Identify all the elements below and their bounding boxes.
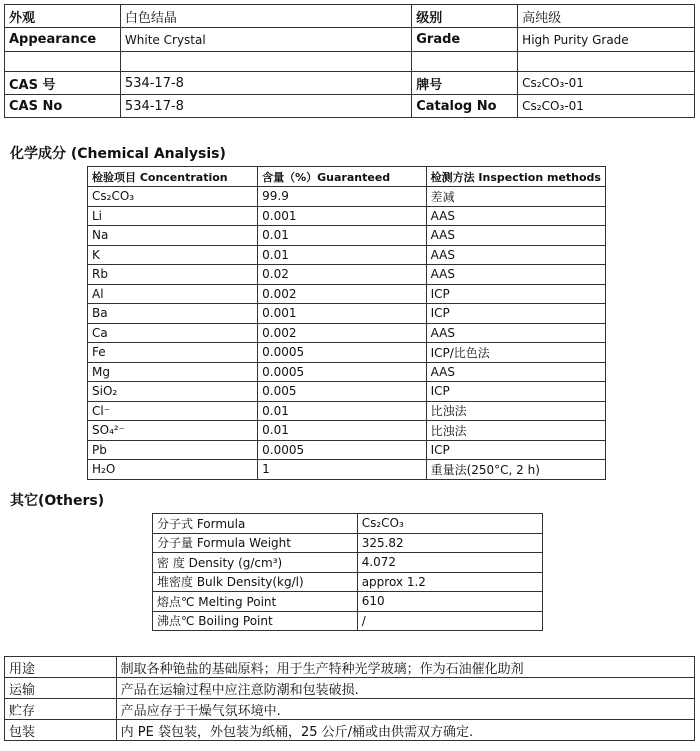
notes-table	[4, 656, 695, 741]
chem-item-cell: Al	[88, 284, 258, 304]
chem-item-cell: Ca	[88, 323, 258, 343]
chem-value-cell: 0.002	[258, 284, 426, 304]
catalog-en-value: Cs₂CO₃-01	[518, 95, 695, 118]
chem-method-cell: 比浊法	[426, 401, 605, 421]
chem-method-cell: AAS	[426, 226, 605, 246]
chem-item-cell: SO₄²⁻	[88, 421, 258, 441]
chem-row	[88, 304, 606, 324]
spacer-cell	[412, 52, 518, 72]
chem-header-guaranteed: 含量（%）Guaranteed	[258, 167, 426, 187]
chem-value-cell: 0.02	[258, 265, 426, 285]
chem-method-cell: AAS	[426, 206, 605, 226]
chem-method-cell: AAS	[426, 265, 605, 285]
chem-method-cell: ICP	[426, 382, 605, 402]
others-value-cell: 325.82	[357, 533, 542, 553]
chem-item-cell: Rb	[88, 265, 258, 285]
chem-table	[87, 166, 606, 480]
chem-header-concentration: 检验项目 Concentration	[88, 167, 258, 187]
appearance-cn-value: 白色结晶	[120, 5, 411, 28]
header-table	[4, 4, 695, 118]
grade-en-label: Grade	[412, 28, 518, 52]
chem-row	[88, 284, 606, 304]
chem-item-cell: Na	[88, 226, 258, 246]
others-row	[153, 553, 543, 573]
others-value-cell: approx 1.2	[357, 572, 542, 592]
chem-method-cell: AAS	[426, 323, 605, 343]
others-label-cell: 分子量 Formula Weight	[153, 533, 358, 553]
chem-row	[88, 245, 606, 265]
chem-item-cell: Mg	[88, 362, 258, 382]
spacer-cell	[518, 52, 695, 72]
chem-item-cell: SiO₂	[88, 382, 258, 402]
others-label-cell: 熔点℃ Melting Point	[153, 592, 358, 612]
chem-item-cell: Ba	[88, 304, 258, 324]
others-label-cell: 密 度 Density (g/cm³)	[153, 553, 358, 573]
chem-value-cell: 0.01	[258, 421, 426, 441]
others-row	[153, 514, 543, 534]
note-label-cell: 运输	[5, 678, 117, 699]
grade-cn-value: 高纯级	[518, 5, 695, 28]
chem-method-cell: ICP	[426, 440, 605, 460]
others-label-cell: 堆密度 Bulk Density(kg/l)	[153, 572, 358, 592]
chem-row	[88, 265, 606, 285]
others-row	[153, 533, 543, 553]
cas-cn-value: 534-17-8	[120, 72, 411, 95]
note-label-cell: 贮存	[5, 699, 117, 720]
chem-method-cell: ICP	[426, 284, 605, 304]
note-text-cell: 制取各种铯盐的基础原料；用于生产特种光学玻璃；作为石油催化助剂	[116, 657, 694, 678]
chem-value-cell: 0.01	[258, 226, 426, 246]
note-row	[5, 678, 695, 699]
note-label-cell: 用途	[5, 657, 117, 678]
chem-row	[88, 362, 606, 382]
chem-row	[88, 421, 606, 441]
chem-value-cell: 0.01	[258, 245, 426, 265]
chem-row	[88, 206, 606, 226]
appearance-en-label: Appearance	[5, 28, 121, 52]
chem-table-body	[88, 187, 606, 480]
chem-value-cell: 1	[258, 460, 426, 480]
others-value-cell: 610	[357, 592, 542, 612]
note-row	[5, 720, 695, 741]
others-table-body	[153, 514, 543, 631]
note-row	[5, 699, 695, 720]
chem-value-cell: 0.0005	[258, 343, 426, 363]
chem-value-cell: 0.002	[258, 323, 426, 343]
others-row	[153, 592, 543, 612]
chem-method-cell: 差减	[426, 187, 605, 207]
others-section-title: 其它(Others)	[10, 493, 105, 509]
others-value-cell: Cs₂CO₃	[357, 514, 542, 534]
spacer-cell	[120, 52, 411, 72]
appearance-en-value: White Crystal	[120, 28, 411, 52]
cas-en-value: 534-17-8	[120, 95, 411, 118]
chem-item-cell: Li	[88, 206, 258, 226]
chem-row	[88, 226, 606, 246]
chem-item-cell: H₂O	[88, 460, 258, 480]
chem-method-cell: ICP/比色法	[426, 343, 605, 363]
chem-method-cell: ICP	[426, 304, 605, 324]
chem-row	[88, 401, 606, 421]
catalog-en-label: Catalog No	[412, 95, 518, 118]
appearance-cn-label: 外观	[5, 5, 121, 28]
others-label-cell: 沸点℃ Boiling Point	[153, 611, 358, 631]
chem-item-cell: Fe	[88, 343, 258, 363]
grade-en-value: High Purity Grade	[518, 28, 695, 52]
brand-cn-label: 牌号	[412, 72, 518, 95]
chem-method-cell: AAS	[426, 362, 605, 382]
chem-method-cell: 重量法(250°C, 2 h)	[426, 460, 605, 480]
chem-item-cell: Pb	[88, 440, 258, 460]
chem-value-cell: 0.0005	[258, 362, 426, 382]
note-label-cell: 包装	[5, 720, 117, 741]
chem-value-cell: 0.001	[258, 304, 426, 324]
note-text-cell: 产品在运输过程中应注意防潮和包装破损.	[116, 678, 694, 699]
spacer-cell	[5, 52, 121, 72]
brand-cn-value: Cs₂CO₃-01	[518, 72, 695, 95]
notes-table-body	[5, 657, 695, 741]
chem-section-title: 化学成分 (Chemical Analysis)	[10, 146, 226, 162]
chem-value-cell: 0.005	[258, 382, 426, 402]
chem-method-cell: 比浊法	[426, 421, 605, 441]
chem-item-cell: Cl⁻	[88, 401, 258, 421]
chem-value-cell: 0.0005	[258, 440, 426, 460]
chem-value-cell: 99.9	[258, 187, 426, 207]
chem-row	[88, 343, 606, 363]
others-row	[153, 611, 543, 631]
grade-cn-label: 级别	[412, 5, 518, 28]
others-value-cell: 4.072	[357, 553, 542, 573]
others-table	[152, 513, 543, 631]
note-text-cell: 产品应存于干燥气氛环境中.	[116, 699, 694, 720]
chem-row	[88, 440, 606, 460]
chem-item-cell: Cs₂CO₃	[88, 187, 258, 207]
chem-row	[88, 382, 606, 402]
note-row	[5, 657, 695, 678]
chem-value-cell: 0.01	[258, 401, 426, 421]
chem-item-cell: K	[88, 245, 258, 265]
others-value-cell: /	[357, 611, 542, 631]
note-text-cell: 内 PE 袋包装，外包装为纸桶，25 公斤/桶或由供需双方确定.	[116, 720, 694, 741]
chem-row	[88, 323, 606, 343]
cas-cn-label: CAS 号	[5, 72, 121, 95]
others-row	[153, 572, 543, 592]
chem-row	[88, 460, 606, 480]
chem-header-method: 检测方法 Inspection methods	[426, 167, 605, 187]
chem-method-cell: AAS	[426, 245, 605, 265]
others-label-cell: 分子式 Formula	[153, 514, 358, 534]
cas-en-label: CAS No	[5, 95, 121, 118]
chem-value-cell: 0.001	[258, 206, 426, 226]
chem-row	[88, 187, 606, 207]
